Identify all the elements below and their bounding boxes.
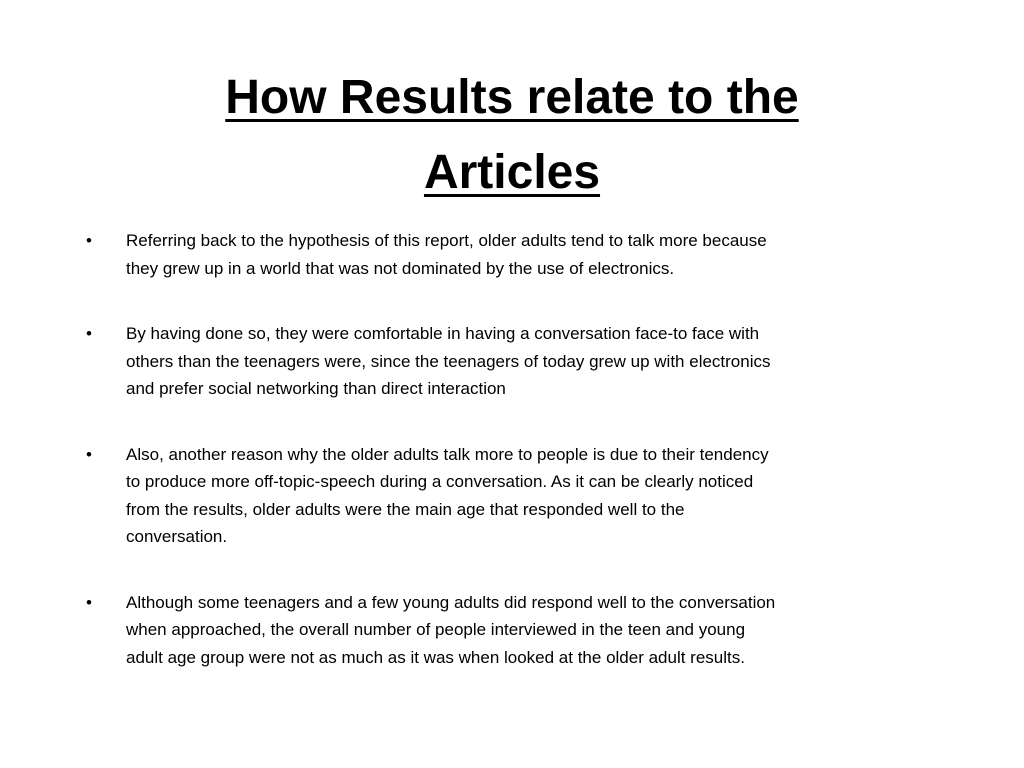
bullet-line: Also, another reason why the older adults talk more to people is due to their tendency (126, 444, 769, 464)
bullet-line: adult age group were not as much as it was when looked at the older adult results. (126, 647, 745, 667)
bullet-marker: • (86, 444, 92, 464)
bullet-marker: • (86, 231, 92, 250)
bullet-line: Referring back to the hypothesis of this report, older adults tend to talk more because (126, 231, 767, 250)
bullet-text (126, 441, 1024, 551)
title-line: How Results relate to the (225, 71, 799, 124)
bullet-line: when approached, the overall number of people interviewed in the teen and young (126, 620, 746, 639)
bullet-line: to produce more off-topic-speech during a conversation. As it can be clearly noticed (126, 472, 754, 491)
bullet-text (126, 320, 1024, 403)
bullet-line: and prefer social networking than direct interaction (126, 379, 506, 398)
bullet-item (0, 227, 1024, 282)
bullet-list (0, 227, 1024, 709)
bullet-text (126, 227, 1024, 282)
bullet-marker: • (86, 592, 92, 612)
bullet-text (126, 589, 1024, 672)
bullet-item (0, 320, 1024, 403)
bullet-line: conversation. (126, 527, 228, 546)
bullet-marker: • (86, 324, 92, 343)
slide-title (0, 60, 1024, 210)
bullet-line: they grew up in a world that was not dominated by the use of electronics. (126, 258, 675, 278)
title-line: Articles (423, 146, 601, 199)
bullet-line: Although some teenagers and a few young adults did respond well to the conversation (126, 592, 776, 612)
bullet-line: By having done so, they were comfortable in having a conversation face-to face with (126, 324, 760, 343)
bullet-item (0, 441, 1024, 551)
bullet-line: others than the teenagers were, since the teenagers of today grew up with electronics (126, 351, 771, 371)
bullet-item (0, 589, 1024, 672)
bullet-line: from the results, older adults were the main age that responded well to the (126, 499, 685, 519)
